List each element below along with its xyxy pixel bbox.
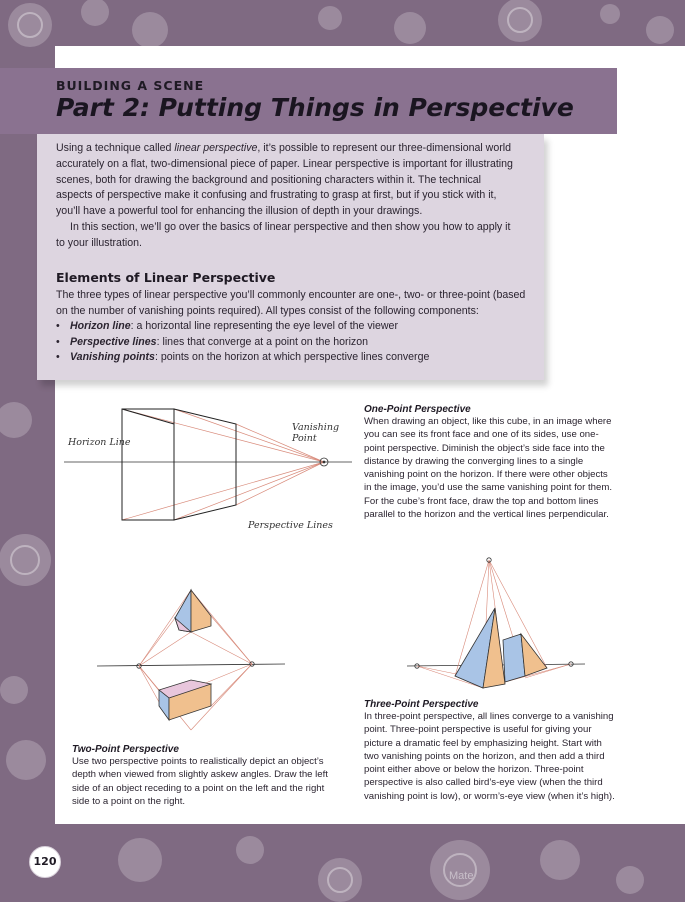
caption-title: Two-Point Perspective (72, 744, 179, 755)
three-point-caption (364, 699, 616, 803)
list-item: • Perspective lines: lines that converge at a point on the horizon (68, 335, 526, 351)
caption-title: One-Point Perspective (364, 404, 471, 415)
three-point-diagram (405, 556, 585, 691)
elements-heading: Elements of Linear Perspective (56, 270, 276, 285)
list-item: • Horizon line: a horizontal line representing the eye level of the viewer (68, 319, 526, 335)
caption-title: Three-Point Perspective (364, 699, 479, 710)
perspective-lines-label: Perspective Lines (248, 520, 333, 531)
intro-text (56, 141, 518, 252)
vanishing-point-label-2: Point (292, 433, 317, 444)
page-title: Part 2: Putting Things in Perspective (56, 93, 574, 122)
one-point-diagram (62, 400, 352, 550)
elements-text (56, 288, 526, 366)
vanishing-point-label: Vanishing (292, 422, 340, 433)
elements-paragraph: The three types of linear perspective you’ll commonly encounter are one-, two- or three-point (based on the number of vanishing points required). All types consist of the following components: (56, 289, 526, 317)
section-kicker: BUILDING A SCENE (56, 78, 205, 93)
caption-text: In three-point perspective, all lines converge to a vanishing point. Three-point perspective is useful for giving your picture a dramatic feel by emphasizing height. Start with two vanishing points on the horizon, and then add a third point either above or below the horizon. Three-point perspective is also called bird’s-eye view (when the third vanishing point is low), or worm’s-eye view (when it’s high). (364, 711, 615, 802)
two-point-diagram (95, 580, 285, 740)
caption-text: When drawing an object, like this cube, in an image where you can see its front face and one of its sides, use one-point perspective. Diminish the object’s side face into the distance by drawing the converging lines to a single vanishing point on the horizon. If there were other objects in the image, you’d use the same vanishing point for them. For the cube’s front face, draw the top and bottom lines parallel to the horizon and the vertical lines perpendicular. (364, 416, 612, 521)
one-point-caption (364, 404, 614, 521)
caption-text: Use two perspective points to realistically depict an object’s depth when viewed from slightly askew angles. Draw the left side of an object receding to a point on the left and the right side to a point on the right. (72, 756, 328, 807)
page-number: 120 (29, 846, 61, 878)
components-list (56, 319, 526, 366)
intro-paragraph-1: Using a technique called linear perspective, it’s possible to represent our three-dimensional world accurately on a flat, two-dimensional piece of paper. Linear perspective is important for illustrating scenes, both for drawing the background and positioning characters within it. The technical aspects of perspective make it confusing and frustrating to grasp at first, but if you stick with it, you’ll have a powerful tool for enhancing the illusion of depth in your drawings. (56, 142, 513, 218)
horizon-line-label: Horizon Line (68, 437, 131, 448)
watermark: Mate (449, 870, 474, 882)
intro-paragraph-2: In this section, we’ll go over the basics of linear perspective and then show you how to apply it to your illustration. (56, 220, 511, 249)
list-item: • Vanishing points: points on the horizon at which perspective lines converge (68, 350, 526, 366)
two-point-caption (72, 744, 338, 808)
